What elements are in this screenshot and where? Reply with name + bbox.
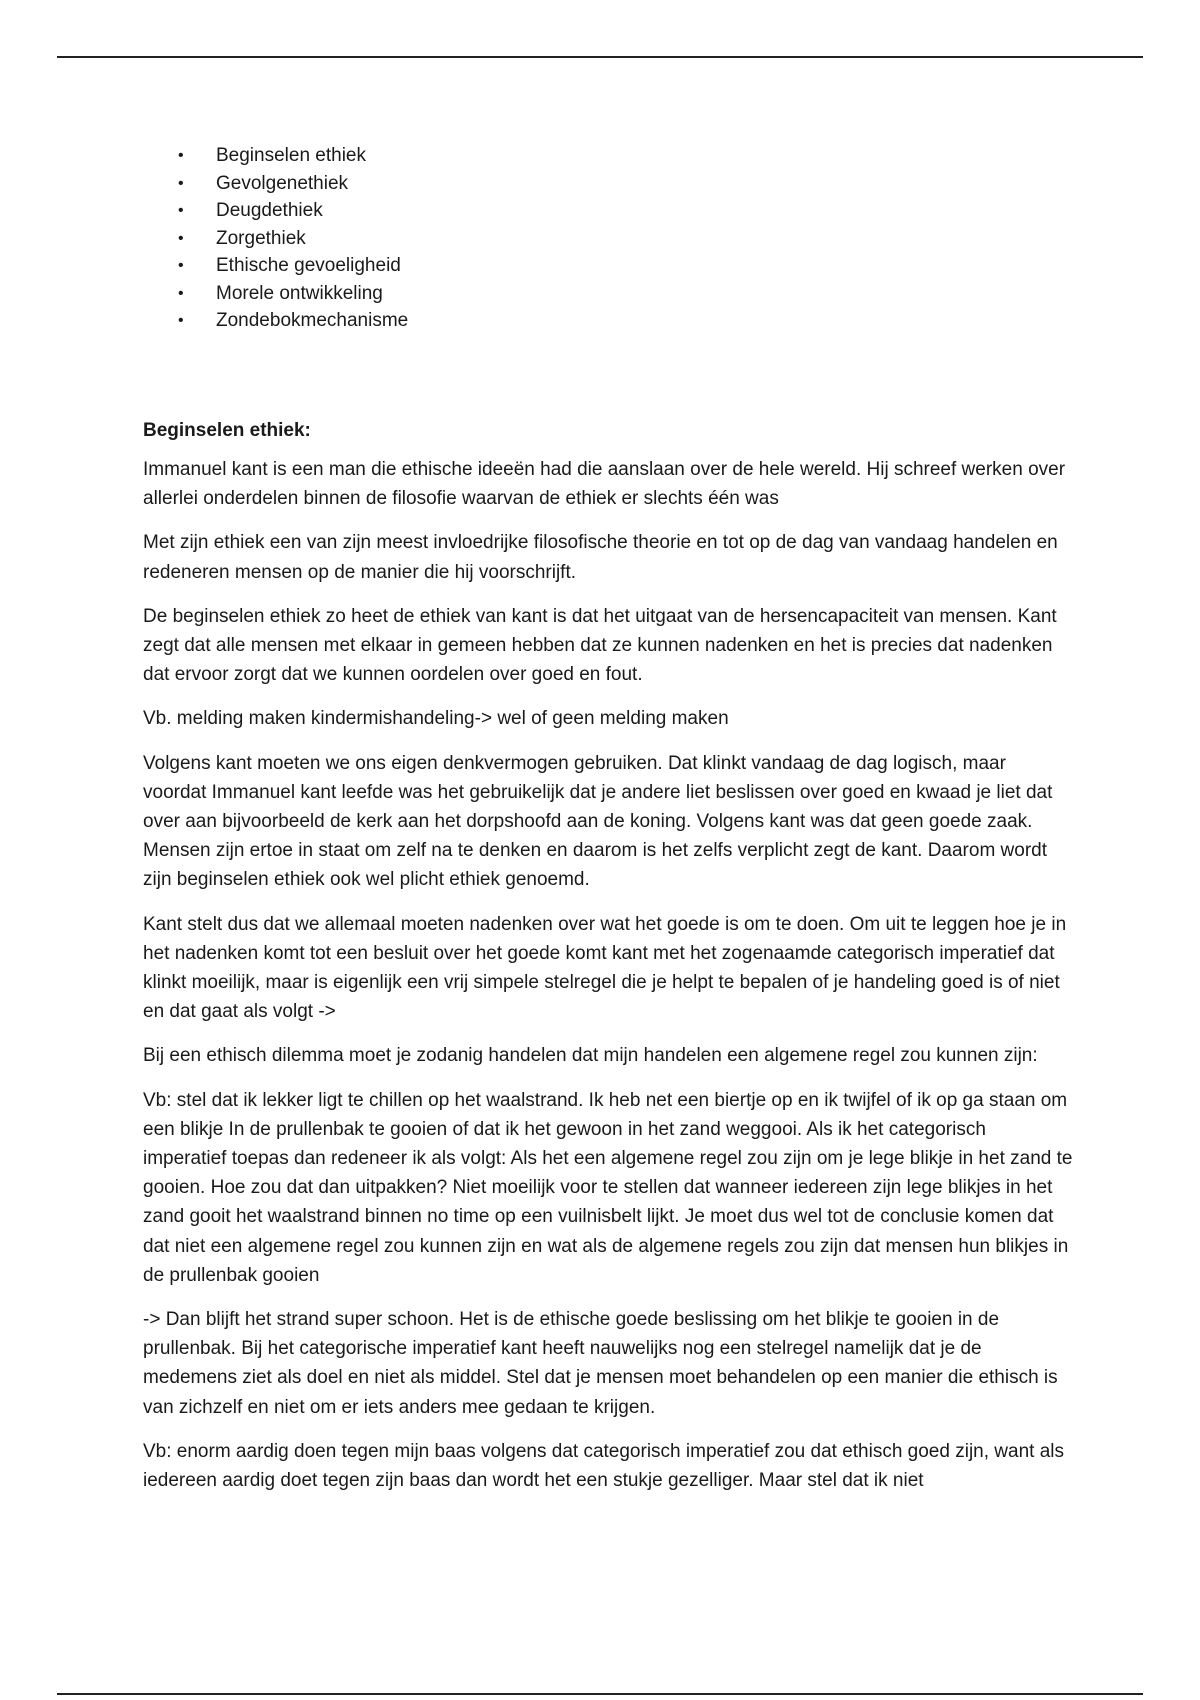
bullet-icon: • xyxy=(178,257,184,274)
paragraph: Vb: enorm aardig doen tegen mijn baas volgens dat categorisch imperatief zou dat ethisch goed zijn, want als iedereen aardig doet tegen zijn baas dan wordt het een stukje gezelliger. Maar stel dat ik niet xyxy=(143,1440,1064,1492)
footer-rule xyxy=(57,1693,1143,1695)
bullet-icon: • xyxy=(178,147,184,164)
list-item-label: Zondebokmechanisme xyxy=(216,310,409,331)
section-heading: Beginselen ethiek: xyxy=(143,420,311,441)
list-item xyxy=(178,170,408,198)
list-item xyxy=(178,225,408,253)
bullet-icon: • xyxy=(178,312,184,329)
paragraph: Bij een ethisch dilemma moet je zodanig handelen dat mijn handelen een algemene regel zou kunnen zijn: xyxy=(143,1045,1038,1067)
list-item xyxy=(178,197,408,225)
document-body xyxy=(143,417,1073,1510)
paragraph: -> Dan blijft het strand super schoon. Het is de ethische goede beslissing om het blikje te gooien in de prullenbak. Bij het categorische imperatief kant heeft nauwelijks nog een stelregel namelijk dat je de medemens ziet als doel en niet als middel. Stel dat je mensen moet behandelen op een manier die ethisch is van zichzelf en niet om er iets anders mee gedaan te krijgen. xyxy=(143,1309,1058,1418)
list-item-label: Zorgethiek xyxy=(216,227,306,249)
bullet-icon: • xyxy=(178,174,184,192)
list-item-label: Beginselen ethiek xyxy=(216,145,366,166)
list-item-label: Gevolgenethiek xyxy=(216,172,349,194)
header-rule xyxy=(57,56,1143,58)
bullet-icon: • xyxy=(178,229,184,247)
paragraph: Volgens kant moeten we ons eigen denkvermogen gebruiken. Dat klinkt vandaag de dag logisch, maar voordat Immanuel kant leefde was het gebruikelijk dat je andere liet beslissen over goed en kwaad je liet dat over aan bijvoorbeeld de kerk aan het dorpshoofd aan de koning. Volgens kant was dat geen goede zaak. Mensen zijn ertoe in staat om zelf na te denken en daarom is het zelfs verplicht zegt de kant. Daarom wordt zijn beginselen ethiek ook wel plicht ethiek genoemd. xyxy=(143,752,1053,891)
topic-list xyxy=(178,142,408,335)
list-item-label: Morele ontwikkeling xyxy=(216,282,383,304)
paragraph: Vb: stel dat ik lekker ligt te chillen op het waalstrand. Ik heb net een biertje op en ik twijfel of ik op ga staan om een blikje In de prullenbak te gooien of dat ik het gewoon in het zand weggooi. Als ik het categorisch imperatief toepas dan redeneer ik als volgt: Als het een algemene regel zou zijn om je lege blikje in het zand te gooien. Hoe zou dat dan uitpakken? Niet moeilijk voor te stellen dat wanneer iedereen zijn lege blikjes in het zand gooit het waalstrand binnen no time op een vuilnisbelt lijkt. Je moet dus wel tot de conclusie komen dat dat niet een algemene regel zou kunnen zijn en wat als de algemene regels zou zijn dat mensen hun blikjes in de prullenbak gooien xyxy=(143,1089,1073,1286)
bullet-icon: • xyxy=(178,202,184,219)
list-item-label: Deugdethiek xyxy=(216,200,323,221)
list-item xyxy=(178,307,408,335)
paragraph: Met zijn ethiek een van zijn meest invloedrijke filosofische theorie en tot op de dag van vandaag handelen en redeneren mensen op de manier die hij voorschrijft. xyxy=(143,532,1058,583)
paragraph: De beginselen ethiek zo heet de ethiek van kant is dat het uitgaat van de hersencapaciteit van mensen. Kant zegt dat alle mensen met elkaar in gemeen hebben dat ze kunnen nadenken en het is precies dat nadenken dat ervoor zorgt dat we kunnen oordelen over goed en fout. xyxy=(143,605,1057,686)
paragraph: Kant stelt dus dat we allemaal moeten nadenken over wat het goede is om te doen. Om uit te leggen hoe je in het nadenken komt tot een besluit over het goede komt kant met het zogenaamde categorisch imperatief dat klinkt moeilijk, maar is eigenlijk een vrij simpele stelregel die je helpt te bepalen of je handeling goed is of niet en dat gaat als volgt -> xyxy=(143,913,1067,1023)
bullet-icon: • xyxy=(178,284,184,302)
list-item-label: Ethische gevoeligheid xyxy=(216,255,401,276)
paragraph: Vb. melding maken kindermishandeling-> wel of geen melding maken xyxy=(143,708,729,730)
paragraph: Immanuel kant is een man die ethische ideeën had die aanslaan over de hele wereld. Hij schreef werken over allerlei onderdelen binnen de filosofie waarvan de ethiek er slechts één was xyxy=(143,459,1066,510)
list-item xyxy=(178,142,408,170)
list-item xyxy=(178,280,408,308)
list-item xyxy=(178,252,408,280)
